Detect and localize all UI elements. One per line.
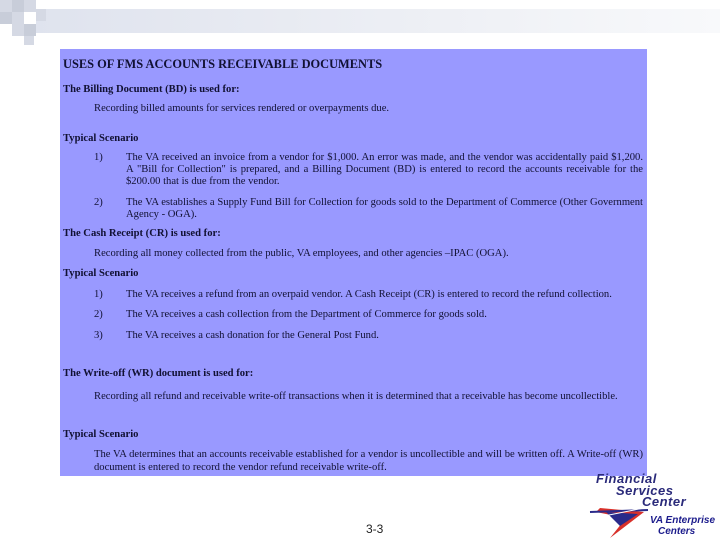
item-text: The VA receives a cash collection from the Department of Commerce for goods sold. [126, 309, 487, 321]
deco-square [24, 24, 36, 36]
list-item [62, 197, 643, 222]
item-number: 2) [94, 196, 103, 208]
list-item [62, 152, 643, 189]
wr-scenario-heading: Typical Scenario [63, 428, 139, 440]
bd-description: Recording billed amounts for services rendered or overpayments due. [94, 102, 390, 114]
fsc-logo [586, 468, 720, 540]
item-text: The VA establishes a Supply Fund Bill for Collection for goods sold to the Department of Commerce (Other Government Agency - OGA). [126, 196, 643, 221]
cr-description: Recording all money collected from the public, VA employees, and other agencies –IPAC (OGA). [94, 248, 509, 260]
deco-square [24, 36, 34, 45]
wr-heading: The Write-off (WR) document is used for: [63, 368, 254, 380]
deco-square [12, 0, 24, 12]
deco-square [12, 24, 24, 36]
deco-square [0, 12, 12, 24]
item-text: The VA receives a refund from an overpaid vendor. A Cash Receipt (CR) is entered to record the refund collection. [126, 288, 612, 300]
bd-scenario-heading: Typical Scenario [63, 133, 139, 145]
item-text: The VA receives a cash donation for the General Post Fund. [126, 329, 379, 341]
cr-scenario-heading: Typical Scenario [63, 268, 139, 280]
item-text: The VA received an invoice from a vendor for $1,000. An error was made, and the vendor was accidentally paid $1,200. A "Bill for Collection" is prepared, and a Billing Document (BD) is entered to record the accounts receivable for the $200.00 that is due from the vendor. [126, 151, 643, 188]
document-title: USES OF FMS ACCOUNTS RECEIVABLE DOCUMENTS [63, 57, 383, 71]
page-number: 3-3 [366, 522, 384, 536]
logo-line-financial: Financial [596, 471, 657, 486]
logo-line-centers: Centers [658, 526, 696, 537]
decorative-header [0, 0, 720, 45]
deco-square [24, 12, 36, 24]
list-item [62, 330, 643, 342]
item-number: 2) [94, 309, 103, 321]
deco-square [0, 0, 12, 12]
item-number: 3) [94, 329, 103, 341]
logo-line-va-enterprise: VA Enterprise [650, 515, 716, 526]
deco-square [24, 0, 36, 12]
document-panel [60, 49, 647, 476]
logo-line-center: Center [642, 494, 687, 509]
bd-heading: The Billing Document (BD) is used for: [63, 84, 240, 96]
deco-square [12, 12, 24, 24]
item-number: 1) [94, 288, 103, 300]
cr-heading: The Cash Receipt (CR) is used for: [63, 227, 221, 239]
deco-square [36, 9, 46, 21]
wr-description: Recording all refund and receivable write-off transactions when it is determined that a receivable has become uncollectible. [94, 390, 618, 402]
list-item [62, 309, 643, 321]
logo-line-services: Services [616, 483, 674, 498]
wr-scenario-text: The VA determines that an accounts receivable established for a vendor is uncollectible and will be written off. A Write-off (WR) document is entered to record the vendor refund receivable write-off. [94, 449, 643, 473]
header-bar [34, 9, 720, 33]
list-item [62, 289, 643, 301]
item-number: 1) [94, 151, 103, 163]
